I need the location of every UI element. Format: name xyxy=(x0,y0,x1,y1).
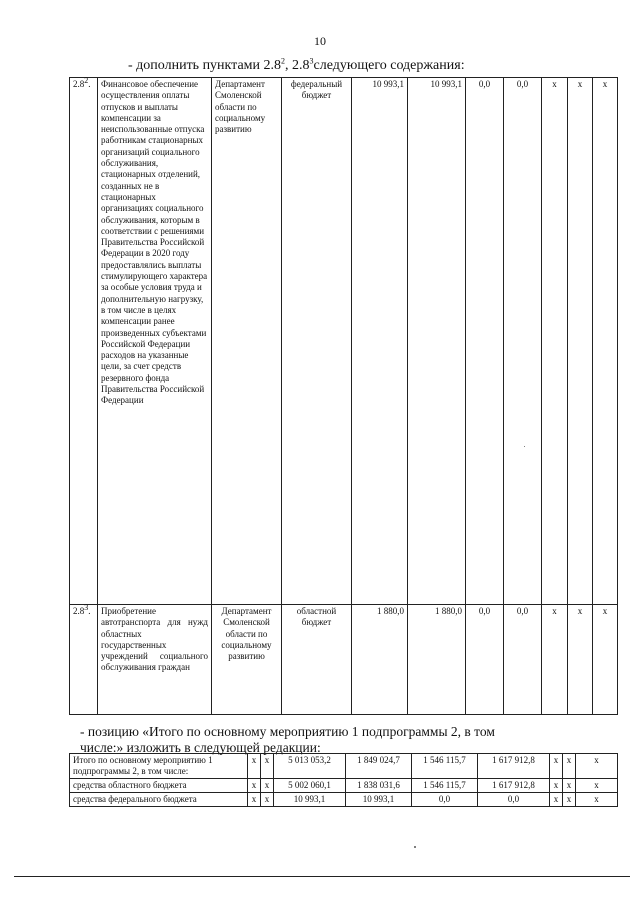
row-total: 1 880,0 xyxy=(352,605,408,715)
row-mark-2: х xyxy=(568,605,593,715)
intro-text-before: - дополнить пунктами 2.8 xyxy=(128,58,282,73)
summary-mark-2: х xyxy=(563,754,576,779)
row-year-3: 0,0 xyxy=(504,605,542,715)
position-text-line-2: числе:» изложить в следующей редакции: xyxy=(80,740,321,755)
summary-mark-1: х xyxy=(550,779,563,793)
row-year-2: 0,0 xyxy=(466,605,504,715)
table-row xyxy=(70,793,618,807)
row-year-1: 10 993,1 xyxy=(408,78,466,605)
summary-label: средства федерального бюджета xyxy=(70,793,248,807)
summary-mark-3: х xyxy=(576,754,618,779)
page-number: 10 xyxy=(314,34,326,48)
row-title: Финансовое обеспечение осуществления оплаты отпусков и выплаты компенсации за неиспользованные отпуска работникам стационарных организаций социального обслуживания, стационарных отделений, созданных не в стационарных организациях социального обслуживания, которым в соответствии с решениями Правительства Российской Федерации в 2020 году предоставлялись выплаты стимулирующего характера за особые условия труда и дополнительную нагрузку, в том числе в целях компенсации ранее произведенных субъектами Российской Федерации расходов на указанные цели, за счет средств резервного фонда Правительства Российской Федерации xyxy=(98,78,212,605)
scan-speck xyxy=(414,846,416,848)
table-row xyxy=(70,779,618,793)
summary-mark-a: х xyxy=(248,754,261,779)
summary-total: 5 013 053,2 xyxy=(274,754,346,779)
row-year-3: 0,0 xyxy=(504,78,542,605)
intro-sup-1: 2 xyxy=(281,56,286,66)
row-year-2: 0,0 xyxy=(466,78,504,605)
summary-mark-1: х xyxy=(550,793,563,807)
summary-year-3: 0,0 xyxy=(478,793,550,807)
summary-total: 10 993,1 xyxy=(274,793,346,807)
row-executor: Департамент Смоленской области по социальному развитию xyxy=(212,78,282,605)
summary-year-2: 0,0 xyxy=(412,793,478,807)
scan-speck xyxy=(524,446,525,447)
summary-year-1: 1 849 024,7 xyxy=(346,754,412,779)
summary-mark-1: х xyxy=(550,754,563,779)
summary-mark-2: х xyxy=(563,793,576,807)
row-mark-3: х xyxy=(593,78,618,605)
summary-table xyxy=(69,753,618,807)
row-mark-2: х xyxy=(568,78,593,605)
position-text-line-1: - позицию «Итого по основному мероприятию 1 подпрограммы 2, в том xyxy=(80,724,495,739)
summary-year-1: 10 993,1 xyxy=(346,793,412,807)
row-mark-3: х xyxy=(593,605,618,715)
row-number: $2.8^3$. xyxy=(70,605,98,715)
summary-mark-2: х xyxy=(563,779,576,793)
summary-mark-b: х xyxy=(261,793,274,807)
row-source: федеральный бюджет xyxy=(282,78,352,605)
intro-text-after: следующего содержания: xyxy=(313,58,465,73)
intro-mid: , 2.8 xyxy=(285,58,310,73)
intro-sup-2: 3 xyxy=(309,56,314,66)
row-total: 10 993,1 xyxy=(352,78,408,605)
row-number: $2.8^2$. xyxy=(70,78,98,605)
main-table xyxy=(69,77,618,715)
summary-year-2: 1 546 115,7 xyxy=(412,779,478,793)
summary-mark-b: х xyxy=(261,754,274,779)
row-mark-1: х xyxy=(542,78,568,605)
summary-year-2: 1 546 115,7 xyxy=(412,754,478,779)
summary-mark-3: х xyxy=(576,793,618,807)
table-row xyxy=(70,754,618,779)
summary-label: Итого по основному мероприятию 1 подпрограммы 2, в том числе: xyxy=(70,754,248,779)
row-mark-1: х xyxy=(542,605,568,715)
summary-total: 5 002 060,1 xyxy=(274,779,346,793)
summary-mark-a: х xyxy=(248,793,261,807)
intro-line xyxy=(128,58,465,74)
row-year-1: 1 880,0 xyxy=(408,605,466,715)
table-row xyxy=(70,605,618,715)
summary-mark-3: х xyxy=(576,779,618,793)
summary-mark-b: х xyxy=(261,779,274,793)
row-title: Приобретение автотранспорта для нужд областных государственных учреждений социального обслуживания граждан xyxy=(98,605,212,715)
summary-year-3: 1 617 912,8 xyxy=(478,754,550,779)
table-row xyxy=(70,78,618,605)
summary-year-1: 1 838 031,6 xyxy=(346,779,412,793)
summary-mark-a: х xyxy=(248,779,261,793)
footer-rule xyxy=(14,876,630,877)
row-source: областной бюджет xyxy=(282,605,352,715)
row-executor: Департамент Смоленской области по социальному развитию xyxy=(212,605,282,715)
summary-year-3: 1 617 912,8 xyxy=(478,779,550,793)
summary-label: средства областного бюджета xyxy=(70,779,248,793)
